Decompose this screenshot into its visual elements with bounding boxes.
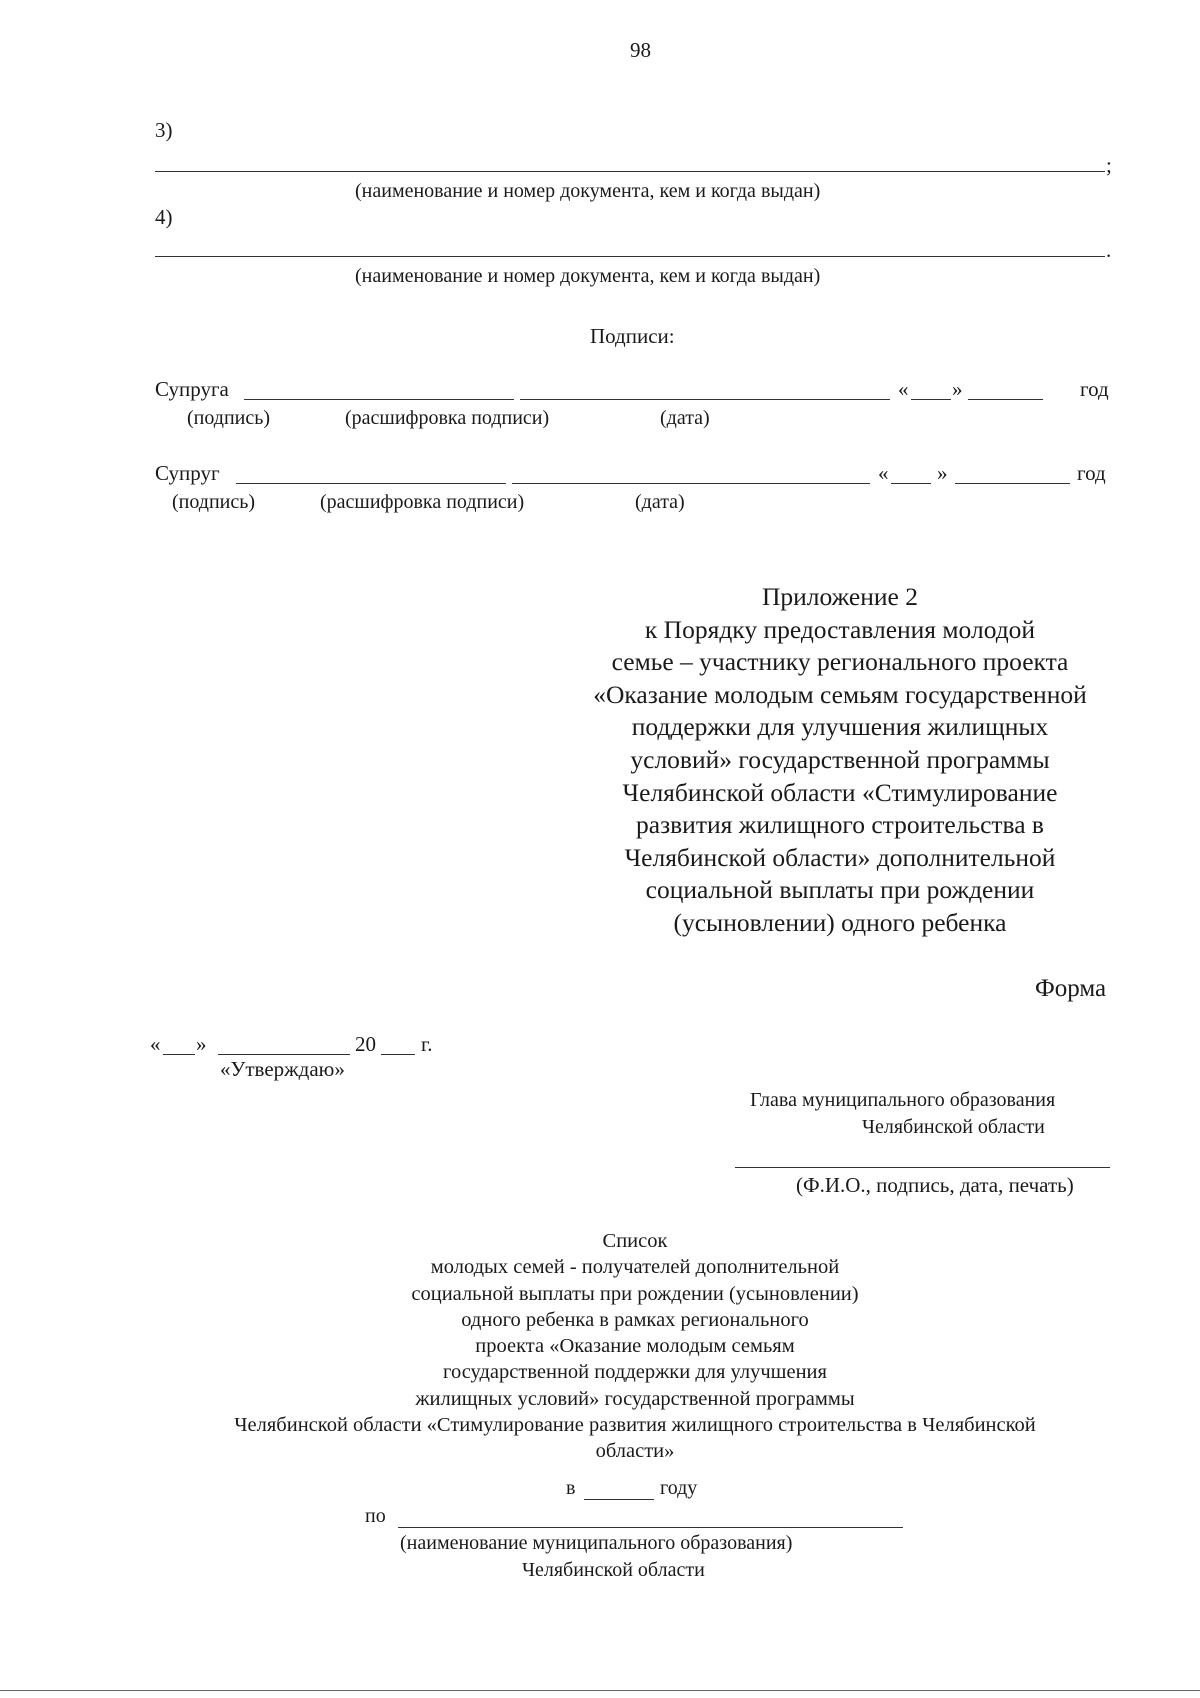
wife-caption-signature: (подпись) [187,407,271,429]
list-title-line: государственной поддержки для улучшения [443,1361,827,1384]
list-title-line: одного ребенка в рамках регионального [461,1308,809,1331]
document-item-3-end: ; [1106,153,1112,177]
approval-day-line [163,1054,195,1055]
appendix-line: поддержки для улучшения жилищных [631,712,1049,742]
husband-date-open: « [878,461,889,485]
wife-month-line [968,399,1043,400]
wife-caption-date: (дата) [660,407,710,429]
head-caption: (Ф.И.О., подпись, дата, печать) [796,1173,1074,1197]
appendix-line: Челябинской области» дополнительной [624,842,1056,872]
approval-date-close: » [196,1032,207,1056]
form-label: Форма [1035,975,1107,1002]
list-title-line: социальной выплаты при рождении (усыновлении) [411,1282,859,1305]
husband-caption-date: (дата) [635,491,685,513]
list-title [140,1228,1130,1465]
husband-label: Супруг [155,461,220,485]
appendix-line: (усыновлении) одного ребенка [673,907,1007,937]
list-year-prefix: в [566,1477,576,1499]
appendix-line: условий» государственной программы [630,744,1050,774]
list-title-line: области» [595,1440,675,1463]
appendix-line: «Оказание молодым семьям государственной [593,679,1087,709]
list-title-line: молодых семей - получателей дополнительной [430,1256,840,1279]
wife-label: Супруга [155,377,229,401]
list-year-line [584,1499,654,1500]
signatures-heading: Подписи: [590,324,675,348]
husband-signature-line [236,483,506,484]
husband-month-line [955,483,1070,484]
approve-label: «Утверждаю» [220,1057,345,1081]
husband-decode-line [512,483,870,484]
wife-signature-line [244,399,514,400]
list-title-line: Список [602,1230,668,1252]
appendix-line: развития жилищного строительства в [636,810,1044,840]
document-item-4-line [155,256,1105,257]
document-item-3-line [155,171,1105,172]
approval-date-open: « [150,1032,161,1056]
husband-caption-decode: (расшифровка подписи) [320,491,525,513]
appendix-line: социальной выплаты при рождении [645,875,1035,905]
husband-caption-signature: (подпись) [172,491,256,513]
wife-caption-decode: (расшифровка подписи) [345,407,550,429]
head-signature-line [735,1167,1110,1168]
document-item-3-caption: (наименование и номер документа, кем и когда выдан) [355,180,821,202]
page-bottom-rule [0,1690,1200,1691]
wife-date-open: « [898,377,909,401]
appendix-header [560,581,1120,940]
wife-day-line [911,399,951,400]
municipality-region: Челябинской области [522,1559,705,1581]
appendix-line: семье – участнику регионального проекта [611,647,1069,677]
head-title-line2: Челябинской области [862,1116,1045,1138]
document-item-3-number: 3) [155,118,173,142]
document-item-4-caption: (наименование и номер документа, кем и когда выдан) [355,265,821,287]
approval-year-prefix: 20 [355,1032,376,1056]
municipality-caption: (наименование муниципального образования) [400,1532,793,1554]
wife-year-label: год [1080,377,1109,401]
wife-date-close: » [952,377,963,401]
appendix-line: Приложение 2 [762,582,918,611]
approval-year-line [381,1054,415,1055]
document-item-4-end: . [1106,238,1112,262]
husband-date-close: » [937,461,948,485]
page-number: 98 [630,38,651,62]
wife-decode-line [520,399,890,400]
list-by-label: по [365,1505,386,1527]
list-title-line: жилищных условий» государственной программы [415,1387,855,1410]
head-title-line1: Глава муниципального образования [750,1089,1056,1111]
husband-year-label: год [1077,461,1106,485]
appendix-line: к Порядку предоставления молодой [644,614,1036,644]
husband-day-line [891,483,931,484]
list-title-line: проекта «Оказание молодым семьям [475,1335,795,1358]
list-title-line: Челябинской области «Стимулирование развития жилищного строительства в Челябинской [234,1414,1036,1437]
approval-month-line [218,1054,350,1055]
appendix-line: Челябинской области «Стимулирование [622,777,1058,807]
list-year-suffix: году [660,1477,698,1499]
municipality-line [398,1527,903,1528]
document-item-4-number: 4) [155,205,173,229]
approval-year-suffix: г. [421,1032,433,1056]
